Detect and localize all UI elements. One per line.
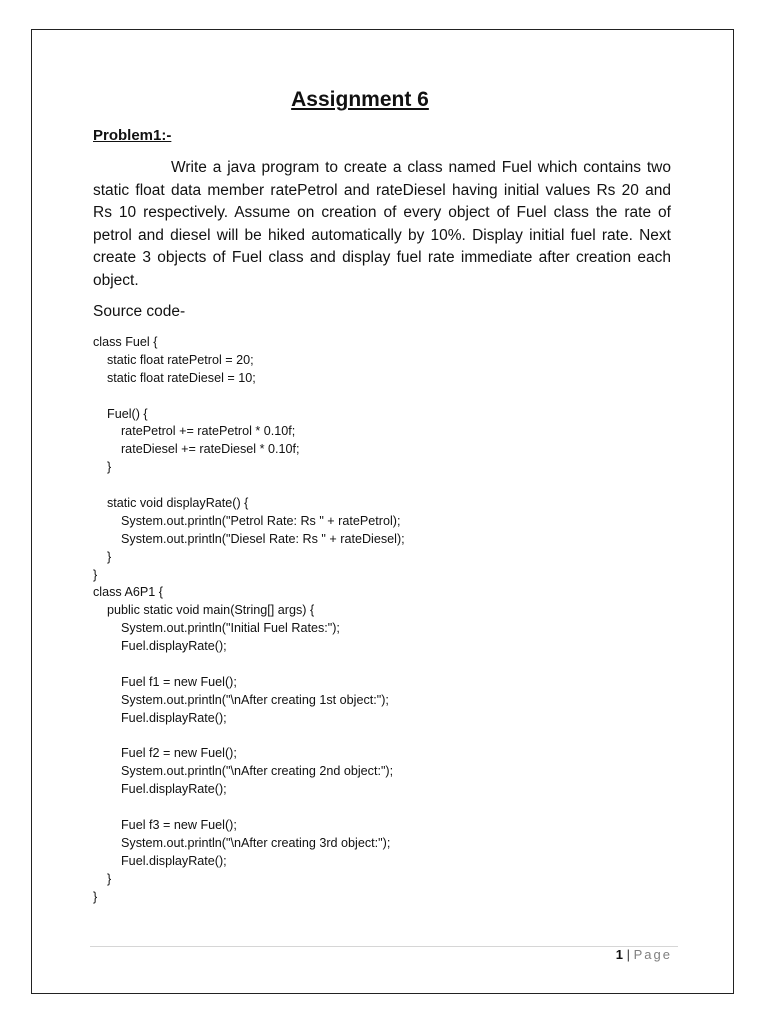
problem-description <box>93 157 671 293</box>
code-line <box>93 388 405 406</box>
code-line: Fuel() { <box>93 406 148 421</box>
code-line <box>93 799 405 817</box>
code-line: Fuel f2 = new Fuel(); <box>93 746 237 761</box>
code-line: System.out.println("\nAfter creating 3rd object:"); <box>93 835 391 850</box>
code-line: class Fuel { <box>93 335 158 349</box>
code-line: } <box>93 460 112 475</box>
source-code-label: Source code- <box>93 303 186 320</box>
problem-description-text: Write a java program to create a class named Fuel which contains two static float data member ratePetrol and rateDiesel having initial values Rs 20 and Rs 10 respectively. Assume on creation of every object of Fuel class the rate of petrol and diesel will be hiked automatically by 10%. Display initial fuel rate. Next create 3 objects of Fuel class and display fuel rate immediate after creation each object. <box>93 159 671 289</box>
code-line <box>93 728 405 746</box>
code-line: } <box>93 567 98 582</box>
code-line: Fuel.displayRate(); <box>93 853 227 868</box>
code-line: Fuel.displayRate(); <box>93 710 227 725</box>
code-line: System.out.println("Petrol Rate: Rs " + ratePetrol); <box>93 513 401 528</box>
code-line: Fuel.displayRate(); <box>93 639 227 654</box>
code-line: System.out.println("Initial Fuel Rates:"); <box>93 621 340 636</box>
code-line: Fuel f1 = new Fuel(); <box>93 674 237 689</box>
code-line: Fuel.displayRate(); <box>93 782 227 797</box>
page-label: Page <box>633 947 672 962</box>
footer-separator: | <box>626 947 630 962</box>
code-line: System.out.println("\nAfter creating 2nd object:"); <box>93 764 394 779</box>
code-line: } <box>93 549 112 564</box>
document-title: Assignment 6 <box>291 88 429 111</box>
code-line: Fuel f3 = new Fuel(); <box>93 818 237 833</box>
code-line: static float ratePetrol = 20; <box>93 352 254 367</box>
code-line <box>93 656 405 674</box>
code-line: } <box>93 889 98 904</box>
code-line: rateDiesel += rateDiesel * 0.10f; <box>93 442 300 457</box>
code-line: static float rateDiesel = 10; <box>93 370 256 385</box>
code-line: } <box>93 871 112 886</box>
footer-divider <box>90 946 678 947</box>
code-line: public static void main(String[] args) { <box>93 603 315 618</box>
source-code-block <box>93 334 405 907</box>
code-line: class A6P1 { <box>93 585 164 600</box>
problem-heading: Problem1:- <box>93 127 172 144</box>
code-line: System.out.println("\nAfter creating 1st object:"); <box>93 692 389 707</box>
code-line: static void displayRate() { <box>93 496 249 511</box>
page-footer <box>616 947 672 962</box>
page-number: 1 <box>615 947 623 962</box>
code-line: System.out.println("Diesel Rate: Rs " + rateDiesel); <box>93 531 405 546</box>
code-line: ratePetrol += ratePetrol * 0.10f; <box>93 424 296 439</box>
code-line <box>93 477 405 495</box>
